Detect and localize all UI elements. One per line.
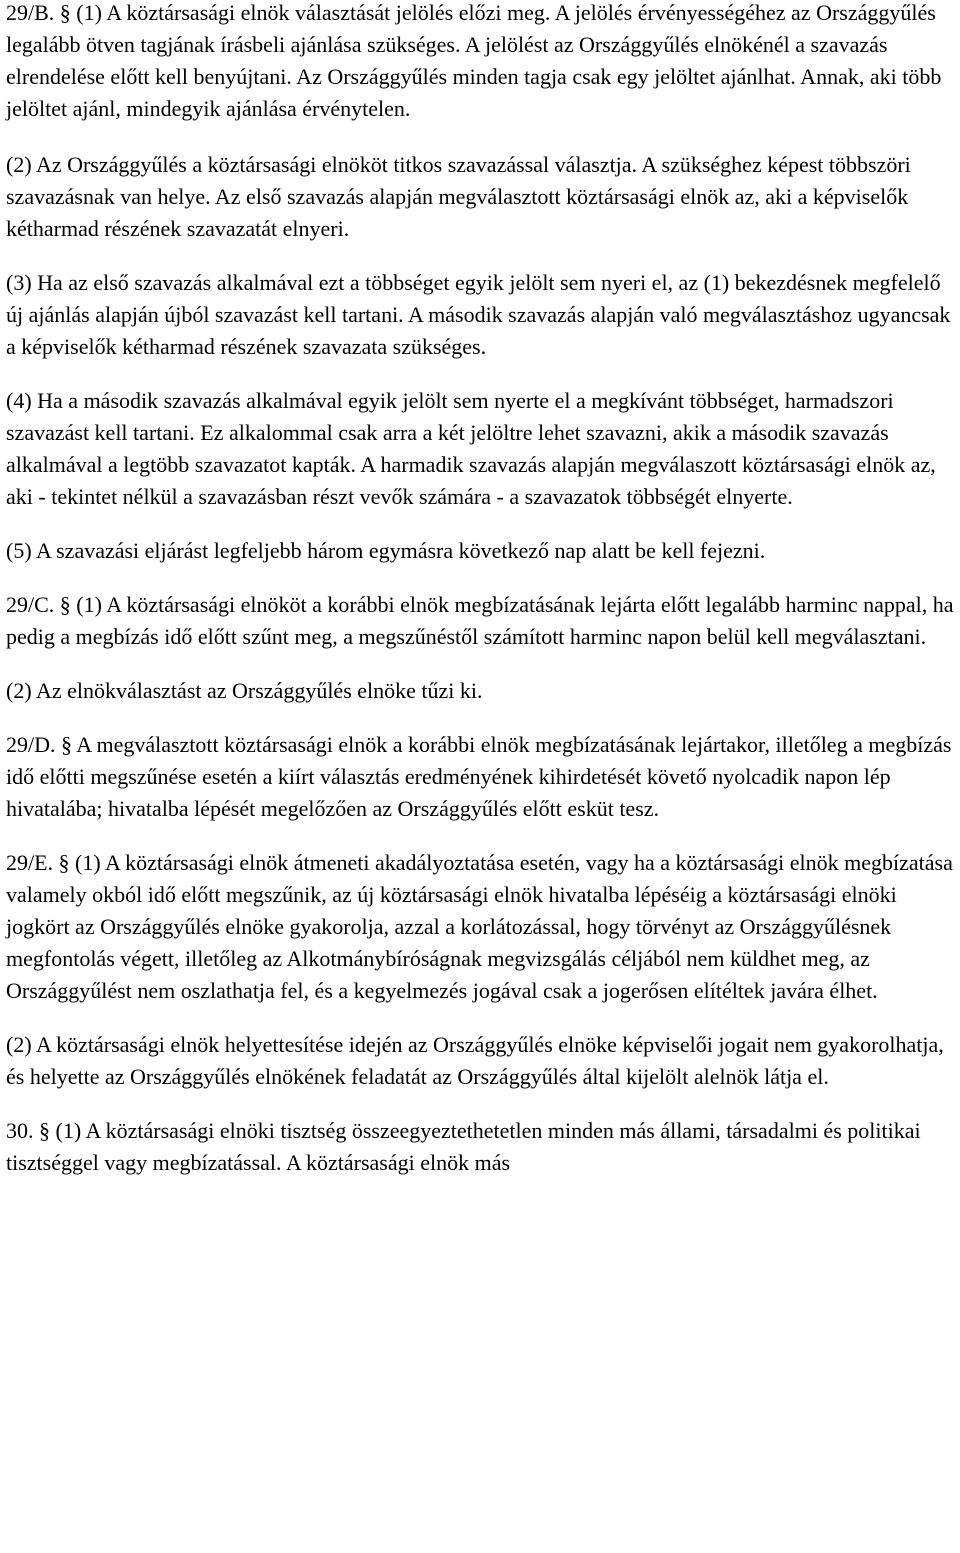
paragraph-29b-5: (5) A szavazási eljárást legfeljebb három egymásra következő nap alatt be kell fejezni. xyxy=(6,538,766,563)
paragraph-29b-3: (3) Ha az első szavazás alkalmával ezt a többséget egyik jelölt sem nyeri el, az (1) bekezdésnek megfelelő új ajánlás alapján újból szavazást kell tartani. A második szavazás alapján való megválasztáshoz ugyancsak a képviselők kétharmad részének szavazata szükséges. xyxy=(6,270,951,359)
paragraph-29d: 29/D. § A megválasztott köztársasági elnök a korábbi elnök megbízatásának lejártakor, illetőleg a megbízás idő előtti megszűnése esetén a kiírt választás eredményének kihirdetését követő nyolcadik napon lép hivatalába; hivatalba lépését megelőzően az Országgyűlés előtt esküt tesz. xyxy=(6,732,952,821)
paragraph-29c-1: 29/C. § (1) A köztársasági elnököt a korábbi elnök megbízatásának lejárta előtt legalább harminc nappal, ha pedig a megbízás idő előtt szűnt meg, a megszűnéstől számított harminc napon belül kell megválasztani. xyxy=(6,592,954,649)
paragraph-29c-2: (2) Az elnökválasztást az Országgyűlés elnöke tűzi ki. xyxy=(6,678,483,703)
paragraph-29b-2: (2) Az Országgyűlés a köztársasági elnököt titkos szavazással választja. A szükséghez képest többszöri szavazásnak van helye. Az első szavazás alapján megválasztott köztársasági elnök az, aki a képviselők kétharmad részének szavazatát elnyeri. xyxy=(6,152,911,241)
paragraph-30-1: 30. § (1) A köztársasági elnöki tisztség összeegyeztethetetlen minden más állami, társadalmi és politikai tisztséggel vagy megbízatással. A köztársasági elnök más xyxy=(6,1118,921,1175)
paragraph-29b-4: (4) Ha a második szavazás alkalmával egyik jelölt sem nyerte el a megkívánt többséget, harmadszori szavazást kell tartani. Ez alkalommal csak arra a két jelöltre lehet szavazni, akik a második szavazás alkalmával a legtöbb szavazatot kapták. A harmadik szavazás alapján megválaszott köztársasági elnök az, aki - tekintet nélkül a szavazásban részt vevők számára - a szavazatok többségét elnyerte. xyxy=(6,388,936,509)
paragraph-29b-1: 29/B. § (1) A köztársasági elnök választását jelölés előzi meg. A jelölés érvényességéhez az Országgyűlés legalább ötven tagjának írásbeli ajánlása szükséges. A jelölést az Országgyűlés elnökénél a szavazás elrendelése előtt kell benyújtani. Az Országgyűlés minden tagja csak egy jelöltet ajánlhat. Annak, aki több jelöltet ajánl, mindegyik ajánlása érvénytelen. xyxy=(6,0,942,121)
paragraph-29e-1: 29/E. § (1) A köztársasági elnök átmeneti akadályoztatása esetén, vagy ha a köztársasági elnök megbízatása valamely okból idő előtt megszűnik, az új köztársasági elnök hivatalba lépéséig a köztársasági elnöki jogkört az Országgyűlés elnöke gyakorolja, azzal a korlátozással, hogy törvényt az Országgyűlésnek megfontolás végett, illetőleg az Alkotmánybíróságnak megvizsgálás céljából nem küldhet meg, az Országgyűlést nem oszlathatja fel, és a kegyelmezés jogával csak a jogerősen elítéltek javára élhet. xyxy=(6,850,953,1003)
paragraph-29e-2: (2) A köztársasági elnök helyettesítése idején az Országgyűlés elnöke képviselői jogait nem gyakorolhatja, és helyette az Országgyűlés elnökének feladatát az Országgyűlés által kijelölt alelnök látja el. xyxy=(6,1032,944,1089)
document-page xyxy=(6,0,956,1201)
